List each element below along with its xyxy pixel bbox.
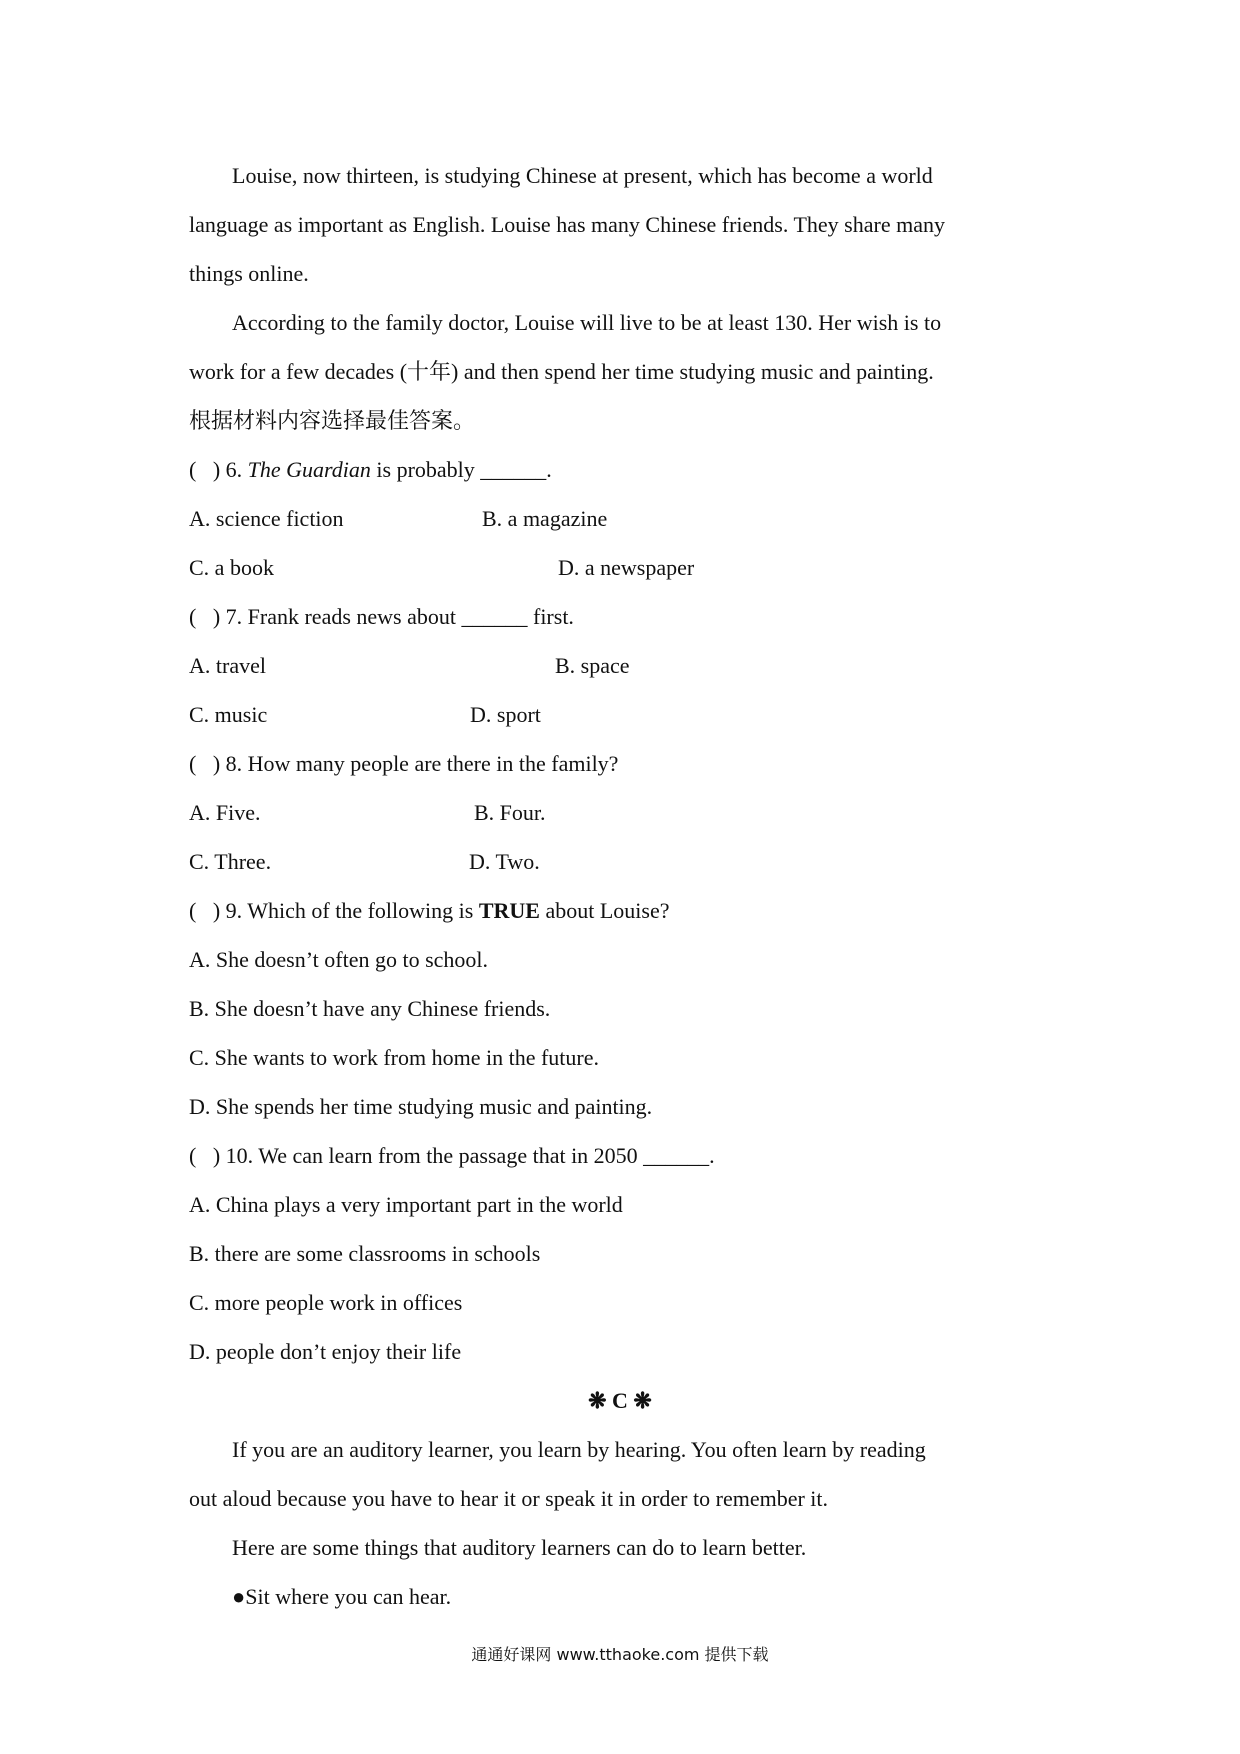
section-c-title: ❋ C ❋ [588,1388,652,1413]
question-7-option-a: A. travel [189,653,266,678]
passage-b-para2-line1: According to the family doctor, Louise will live to be at least 130. Her wish is to [232,310,942,335]
question-8-stem: ( ) 8. How many people are there in the family? [189,751,619,776]
question-7-stem: ( ) 7. Frank reads news about ______ first. [189,604,574,629]
question-9-option-c: C. She wants to work from home in the future. [189,1045,599,1070]
passage-b-para1-line1: Louise, now thirteen, is studying Chinese at present, which has become a world [232,163,933,188]
question-6-option-b: B. a magazine [482,506,608,531]
question-7-option-d: D. sport [470,702,541,727]
question-10-option-b: B. there are some classrooms in schools [189,1241,541,1266]
question-10-option-d: D. people don’t enjoy their life [189,1339,462,1364]
section-c-bullet: ●Sit where you can hear. [232,1584,452,1609]
question-9-bold-word: TRUE [478,898,540,923]
page-footer: 通通好课网 www.tthaoke.com 提供下载 [471,1645,769,1664]
section-c-para2: Here are some things that auditory learners can do to learn better. [232,1535,807,1560]
question-6-prefix: ( ) 6. [189,457,248,482]
passage-b-para2-line2: work for a few decades (十年) and then spend her time studying music and painting. [189,359,934,384]
question-6-option-c: C. a book [189,555,274,580]
question-9-stem [189,900,669,922]
question-6-option-d: D. a newspaper [558,555,695,580]
question-10-stem: ( ) 10. We can learn from the passage that in 2050 ______. [189,1143,715,1168]
question-10-option-c: C. more people work in offices [189,1290,463,1315]
question-6-stem [189,459,552,481]
question-7-option-c: C. music [189,702,268,727]
question-10-option-a: A. China plays a very important part in the world [189,1192,623,1217]
question-8-option-c: C. Three. [189,849,272,874]
question-9-suffix: about Louise? [539,898,670,923]
instruction: 根据材料内容选择最佳答案。 [189,408,476,433]
question-9-option-d: D. She spends her time studying music and painting. [189,1094,653,1119]
question-6-suffix: is probably ______. [370,457,552,482]
question-8-option-d: D. Two. [469,849,540,874]
question-9-prefix: ( ) 9. Which of the following is [189,898,479,923]
question-8-option-a: A. Five. [189,800,261,825]
question-9-option-a: A. She doesn’t often go to school. [189,947,489,972]
question-7-option-b: B. space [555,653,630,678]
passage-b-para1-line2: language as important as English. Louise has many Chinese friends. They share many [189,212,945,237]
question-6-italic-title: The Guardian [247,457,371,482]
question-8-option-b: B. Four. [474,800,546,825]
section-c-para1-line2: out aloud because you have to hear it or speak it in order to remember it. [189,1486,829,1511]
question-9-option-b: B. She doesn’t have any Chinese friends. [189,996,551,1021]
passage-b-para1-line3: things online. [189,261,309,286]
question-6-option-a: A. science fiction [189,506,344,531]
section-c-para1-line1: If you are an auditory learner, you learn by hearing. You often learn by reading [232,1437,926,1462]
